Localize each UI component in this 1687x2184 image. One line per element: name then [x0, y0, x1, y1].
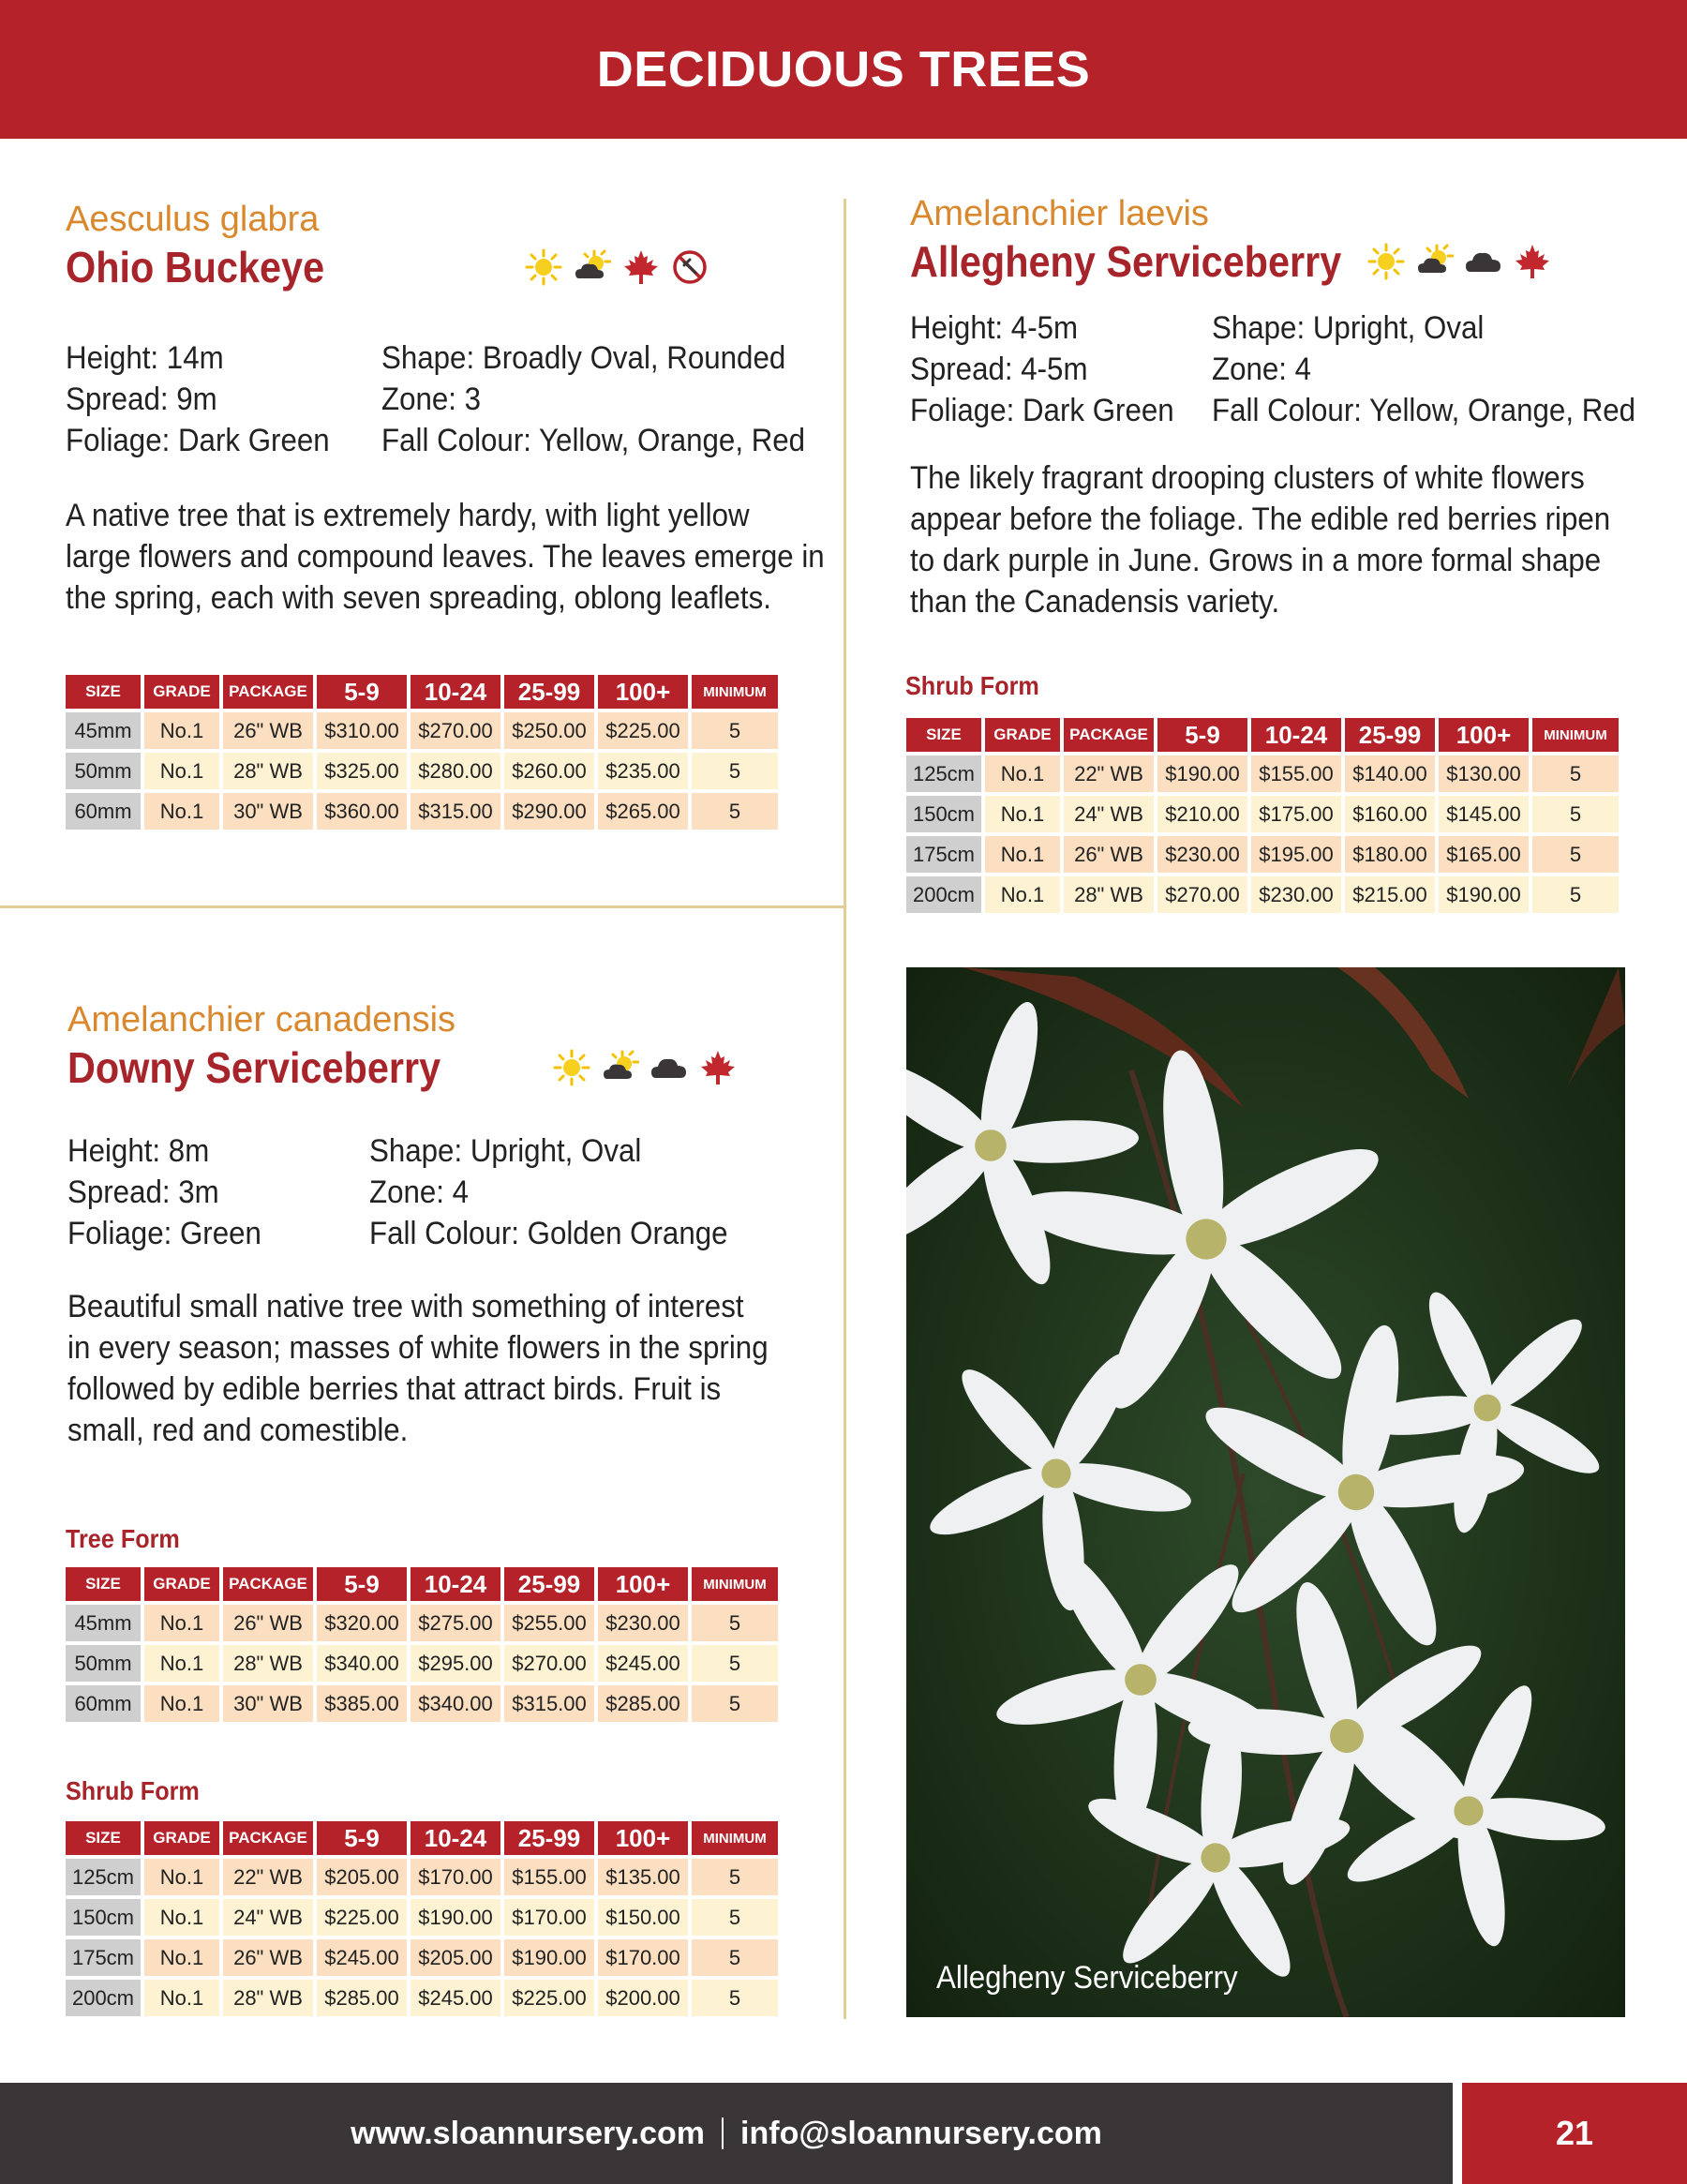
price-25-99-cell: $260.00 — [504, 753, 594, 789]
grade-header: GRADE — [985, 718, 1060, 752]
package-cell: 30" WB — [223, 793, 313, 830]
price-5-9-cell: $310.00 — [317, 712, 407, 749]
spec-foliage: Foliage: Dark Green — [66, 423, 330, 458]
size-cell: 200cm — [66, 1980, 141, 2016]
price-10-24-cell: $295.00 — [411, 1645, 500, 1682]
growing-icons — [525, 248, 709, 286]
partial-shade-icon — [574, 248, 611, 286]
price-10-24-cell: $230.00 — [1251, 876, 1341, 913]
plant-ohio-buckeye — [66, 199, 825, 619]
size-cell: 175cm — [66, 1939, 141, 1976]
size-header: SIZE — [66, 675, 141, 709]
minimum-cell: 5 — [692, 1899, 778, 1936]
description — [66, 495, 825, 619]
growing-icons — [1367, 243, 1551, 280]
price-10-24-cell: $340.00 — [411, 1685, 500, 1722]
grade-cell: No.1 — [144, 793, 219, 830]
price-100-plus-cell: $265.00 — [598, 793, 688, 830]
price-5-9-header: 5-9 — [317, 675, 407, 709]
sun-icon — [553, 1049, 590, 1086]
description-line: followed by edible berries that attract birds. Fruit is — [67, 1371, 722, 1407]
maple-leaf-icon — [1514, 243, 1551, 280]
description-line: small, red and comestible. — [67, 1413, 409, 1448]
package-cell: 26" WB — [1064, 836, 1154, 873]
grade-cell: No.1 — [144, 1685, 219, 1722]
price-10-24-cell: $280.00 — [411, 753, 500, 789]
minimum-cell: 5 — [692, 1939, 778, 1976]
description-line: appear before the foliage. The edible red berries ripen — [910, 501, 1611, 537]
grade-header: GRADE — [144, 675, 219, 709]
footer-separator — [722, 2117, 724, 2149]
price-100-plus-cell: $145.00 — [1439, 796, 1529, 832]
price-10-24-header: 10-24 — [411, 1567, 500, 1601]
table-row — [66, 1939, 778, 1976]
table-row — [906, 836, 1619, 873]
price-5-9-cell: $320.00 — [317, 1605, 407, 1641]
minimum-cell: 5 — [692, 1685, 778, 1722]
price-10-24-header: 10-24 — [411, 1821, 500, 1855]
table-header-row — [906, 718, 1619, 752]
size-cell: 125cm — [906, 755, 981, 792]
spec-foliage: Foliage: Dark Green — [910, 393, 1174, 428]
spec-zone: Zone: 4 — [1212, 352, 1312, 387]
description-line: Beautiful small native tree with something of interest — [67, 1289, 744, 1324]
table-row — [66, 1605, 778, 1641]
spec-fall-colour: Fall Colour: Golden Orange — [369, 1216, 728, 1251]
spec-height: Height: 4-5m — [910, 310, 1079, 346]
price-100-plus-header: 100+ — [598, 1821, 688, 1855]
table-header-row — [66, 1567, 778, 1601]
price-25-99-cell: $170.00 — [504, 1899, 594, 1936]
minimum-cell: 5 — [692, 712, 778, 749]
grade-cell: No.1 — [144, 1980, 219, 2016]
price-10-24-cell: $205.00 — [411, 1939, 500, 1976]
grade-cell: No.1 — [985, 796, 1060, 832]
page-footer — [0, 2083, 1453, 2184]
specs — [66, 337, 815, 461]
common-name: Downy Serviceberry — [67, 1043, 441, 1092]
price-5-9-cell: $205.00 — [317, 1859, 407, 1895]
description — [910, 457, 1660, 622]
price-10-24-cell: $270.00 — [411, 712, 500, 749]
package-cell: 26" WB — [223, 1939, 313, 1976]
price-100-plus-cell: $135.00 — [598, 1859, 688, 1895]
package-header: PACKAGE — [223, 675, 313, 709]
price-table — [62, 1563, 782, 1726]
photo-caption: Allegheny Serviceberry — [936, 1960, 1238, 1996]
price-5-9-cell: $245.00 — [317, 1939, 407, 1976]
size-cell: 150cm — [906, 796, 981, 832]
size-header: SIZE — [66, 1567, 141, 1601]
spec-spread: Spread: 4-5m — [910, 352, 1088, 387]
size-cell: 125cm — [66, 1859, 141, 1895]
price-25-99-cell: $270.00 — [504, 1645, 594, 1682]
price-5-9-cell: $285.00 — [317, 1980, 407, 2016]
size-header: SIZE — [66, 1821, 141, 1855]
price-100-plus-cell: $150.00 — [598, 1899, 688, 1936]
price-10-24-header: 10-24 — [411, 675, 500, 709]
grade-cell: No.1 — [144, 1939, 219, 1976]
price-10-24-cell: $195.00 — [1251, 836, 1341, 873]
minimum-cell: 5 — [1532, 876, 1619, 913]
shade-cloud-icon — [1465, 243, 1502, 280]
spec-zone: Zone: 3 — [381, 381, 482, 417]
price-25-99-cell: $180.00 — [1345, 836, 1435, 873]
description-line: to dark purple in June. Grows in a more formal shape — [910, 543, 1602, 578]
maple-leaf-icon — [699, 1049, 737, 1086]
price-100-plus-cell: $200.00 — [598, 1980, 688, 2016]
minimum-cell: 5 — [1532, 836, 1619, 873]
package-cell: 28" WB — [223, 753, 313, 789]
grade-header: GRADE — [144, 1567, 219, 1601]
partial-shade-icon — [1416, 243, 1454, 280]
table-row — [906, 876, 1619, 913]
price-100-plus-header: 100+ — [598, 1567, 688, 1601]
package-cell: 30" WB — [223, 1685, 313, 1722]
plant-allegheny-serviceberry — [910, 193, 1660, 622]
specs — [910, 307, 1660, 431]
table-row — [66, 1980, 778, 2016]
grade-cell: No.1 — [144, 753, 219, 789]
package-header: PACKAGE — [223, 1821, 313, 1855]
price-25-99-cell: $315.00 — [504, 1685, 594, 1722]
size-cell: 50mm — [66, 753, 141, 789]
latin-name: Amelanchier canadensis — [67, 1000, 456, 1040]
sun-icon — [1367, 243, 1405, 280]
specs — [67, 1130, 817, 1254]
price-100-plus-cell: $170.00 — [598, 1939, 688, 1976]
price-table — [903, 714, 1622, 917]
minimum-cell: 5 — [692, 1859, 778, 1895]
price-100-plus-cell: $285.00 — [598, 1685, 688, 1722]
email-link[interactable]: info@sloannursery.com — [740, 2115, 1102, 2151]
page-number: 21 — [1462, 2083, 1687, 2184]
minimum-header: MINIMUM — [692, 675, 778, 709]
price-25-99-cell: $225.00 — [504, 1980, 594, 2016]
package-cell: 22" WB — [223, 1859, 313, 1895]
shade-cloud-icon — [650, 1049, 688, 1086]
price-100-plus-header: 100+ — [1439, 718, 1529, 752]
page-header — [0, 0, 1687, 139]
price-10-24-cell: $155.00 — [1251, 755, 1341, 792]
grade-cell: No.1 — [985, 836, 1060, 873]
price-10-24-cell: $170.00 — [411, 1859, 500, 1895]
price-25-99-cell: $250.00 — [504, 712, 594, 749]
price-25-99-cell: $290.00 — [504, 793, 594, 830]
spec-height: Height: 14m — [66, 340, 224, 376]
price-100-plus-cell: $235.00 — [598, 753, 688, 789]
description-line: The likely fragrant drooping clusters of white flowers — [910, 460, 1585, 496]
size-cell: 175cm — [906, 836, 981, 873]
description-line: in every season; masses of white flowers in the spring — [67, 1330, 769, 1366]
minimum-header: MINIMUM — [1532, 718, 1619, 752]
latin-name: Amelanchier laevis — [910, 194, 1209, 233]
vertical-divider — [844, 199, 846, 2019]
website-link[interactable]: www.sloannursery.com — [351, 2115, 706, 2151]
latin-name: Aesculus glabra — [66, 200, 320, 239]
size-cell: 50mm — [66, 1645, 141, 1682]
grade-cell: No.1 — [144, 1605, 219, 1641]
common-name: Allegheny Serviceberry — [910, 237, 1342, 286]
form-heading: Tree Form — [66, 1524, 180, 1553]
price-5-9-cell: $230.00 — [1157, 836, 1247, 873]
grade-cell: No.1 — [144, 712, 219, 749]
price-5-9-cell: $340.00 — [317, 1645, 407, 1682]
price-100-plus-cell: $245.00 — [598, 1645, 688, 1682]
table-row — [906, 755, 1619, 792]
spec-shape: Shape: Upright, Oval — [1212, 310, 1485, 346]
plant-downy-serviceberry — [67, 999, 817, 1451]
price-100-plus-cell: $165.00 — [1439, 836, 1529, 873]
price-25-99-cell: $190.00 — [504, 1939, 594, 1976]
package-cell: 28" WB — [223, 1980, 313, 2016]
price-5-9-cell: $190.00 — [1157, 755, 1247, 792]
grade-header: GRADE — [144, 1821, 219, 1855]
spec-shape: Shape: Upright, Oval — [369, 1133, 642, 1169]
price-5-9-cell: $210.00 — [1157, 796, 1247, 832]
price-5-9-header: 5-9 — [1157, 718, 1247, 752]
spec-fall-colour: Fall Colour: Yellow, Orange, Red — [381, 423, 806, 458]
horizontal-divider — [0, 905, 844, 908]
minimum-cell: 5 — [692, 1645, 778, 1682]
partial-shade-icon — [602, 1049, 639, 1086]
maple-leaf-icon — [622, 248, 660, 286]
table-row — [66, 712, 778, 749]
price-25-99-cell: $140.00 — [1345, 755, 1435, 792]
grade-cell: No.1 — [144, 1859, 219, 1895]
grade-cell: No.1 — [144, 1899, 219, 1936]
price-table — [62, 1818, 782, 2020]
flower-photo — [906, 967, 1625, 2017]
price-table — [62, 671, 782, 833]
package-cell: 26" WB — [223, 1605, 313, 1641]
spec-height: Height: 8m — [67, 1133, 210, 1169]
description-line: A native tree that is extremely hardy, with light yellow — [66, 498, 750, 533]
description-line: than the Canadensis variety. — [910, 584, 1280, 620]
price-5-9-cell: $360.00 — [317, 793, 407, 830]
growing-icons — [553, 1049, 737, 1086]
price-10-24-cell: $190.00 — [411, 1899, 500, 1936]
size-cell: 45mm — [66, 1605, 141, 1641]
package-cell: 26" WB — [223, 712, 313, 749]
package-cell: 24" WB — [223, 1899, 313, 1936]
spec-shape: Shape: Broadly Oval, Rounded — [381, 340, 786, 376]
form-heading: Shrub Form — [66, 1776, 200, 1805]
table-header-row — [66, 1821, 778, 1855]
minimum-cell: 5 — [692, 793, 778, 830]
minimum-cell: 5 — [692, 1605, 778, 1641]
table-row — [66, 1645, 778, 1682]
price-25-99-cell: $155.00 — [504, 1859, 594, 1895]
price-10-24-cell: $315.00 — [411, 793, 500, 830]
spec-spread: Spread: 9m — [66, 381, 217, 417]
price-25-99-cell: $255.00 — [504, 1605, 594, 1641]
spec-spread: Spread: 3m — [67, 1174, 219, 1210]
minimum-cell: 5 — [692, 1980, 778, 2016]
size-header: SIZE — [906, 718, 981, 752]
price-10-24-cell: $275.00 — [411, 1605, 500, 1641]
description-line: the spring, each with seven spreading, oblong leaflets. — [66, 580, 771, 616]
grade-cell: No.1 — [985, 876, 1060, 913]
minimum-cell: 5 — [1532, 755, 1619, 792]
size-cell: 60mm — [66, 793, 141, 830]
table-row — [66, 753, 778, 789]
table-row — [906, 796, 1619, 832]
size-cell: 60mm — [66, 1685, 141, 1722]
size-cell: 150cm — [66, 1899, 141, 1936]
table-header-row — [66, 675, 778, 709]
table-row — [66, 1685, 778, 1722]
price-10-24-cell: $245.00 — [411, 1980, 500, 2016]
price-100-plus-cell: $230.00 — [598, 1605, 688, 1641]
package-header: PACKAGE — [223, 1567, 313, 1601]
page-title: DECIDUOUS TREES — [596, 41, 1091, 97]
price-5-9-header: 5-9 — [317, 1567, 407, 1601]
description-line: large flowers and compound leaves. The leaves emerge in — [66, 539, 825, 575]
size-cell: 45mm — [66, 712, 141, 749]
price-5-9-cell: $225.00 — [317, 1899, 407, 1936]
price-25-99-header: 25-99 — [504, 1567, 594, 1601]
price-25-99-header: 25-99 — [1345, 718, 1435, 752]
no-tool-icon — [671, 248, 709, 286]
spec-zone: Zone: 4 — [369, 1174, 470, 1210]
minimum-cell: 5 — [1532, 796, 1619, 832]
package-header: PACKAGE — [1064, 718, 1154, 752]
grade-cell: No.1 — [985, 755, 1060, 792]
serviceberry-flowers-image — [906, 967, 1625, 2017]
common-name: Ohio Buckeye — [66, 243, 325, 292]
price-5-9-cell: $385.00 — [317, 1685, 407, 1722]
price-5-9-header: 5-9 — [317, 1821, 407, 1855]
price-100-plus-header: 100+ — [598, 675, 688, 709]
minimum-cell: 5 — [692, 753, 778, 789]
price-100-plus-cell: $190.00 — [1439, 876, 1529, 913]
package-cell: 22" WB — [1064, 755, 1154, 792]
price-25-99-header: 25-99 — [504, 675, 594, 709]
price-25-99-header: 25-99 — [504, 1821, 594, 1855]
minimum-header: MINIMUM — [692, 1567, 778, 1601]
price-10-24-cell: $175.00 — [1251, 796, 1341, 832]
price-25-99-cell: $160.00 — [1345, 796, 1435, 832]
package-cell: 24" WB — [1064, 796, 1154, 832]
sun-icon — [525, 248, 562, 286]
grade-cell: No.1 — [144, 1645, 219, 1682]
minimum-header: MINIMUM — [692, 1821, 778, 1855]
description — [67, 1286, 817, 1451]
price-100-plus-cell: $130.00 — [1439, 755, 1529, 792]
table-row — [66, 1859, 778, 1895]
price-25-99-cell: $215.00 — [1345, 876, 1435, 913]
spec-foliage: Foliage: Green — [67, 1216, 261, 1251]
price-10-24-header: 10-24 — [1251, 718, 1341, 752]
table-row — [66, 793, 778, 830]
form-heading: Shrub Form — [905, 671, 1039, 700]
package-cell: 28" WB — [223, 1645, 313, 1682]
package-cell: 28" WB — [1064, 876, 1154, 913]
price-100-plus-cell: $225.00 — [598, 712, 688, 749]
spec-fall-colour: Fall Colour: Yellow, Orange, Red — [1212, 393, 1636, 428]
table-row — [66, 1899, 778, 1936]
size-cell: 200cm — [906, 876, 981, 913]
price-5-9-cell: $270.00 — [1157, 876, 1247, 913]
price-5-9-cell: $325.00 — [317, 753, 407, 789]
